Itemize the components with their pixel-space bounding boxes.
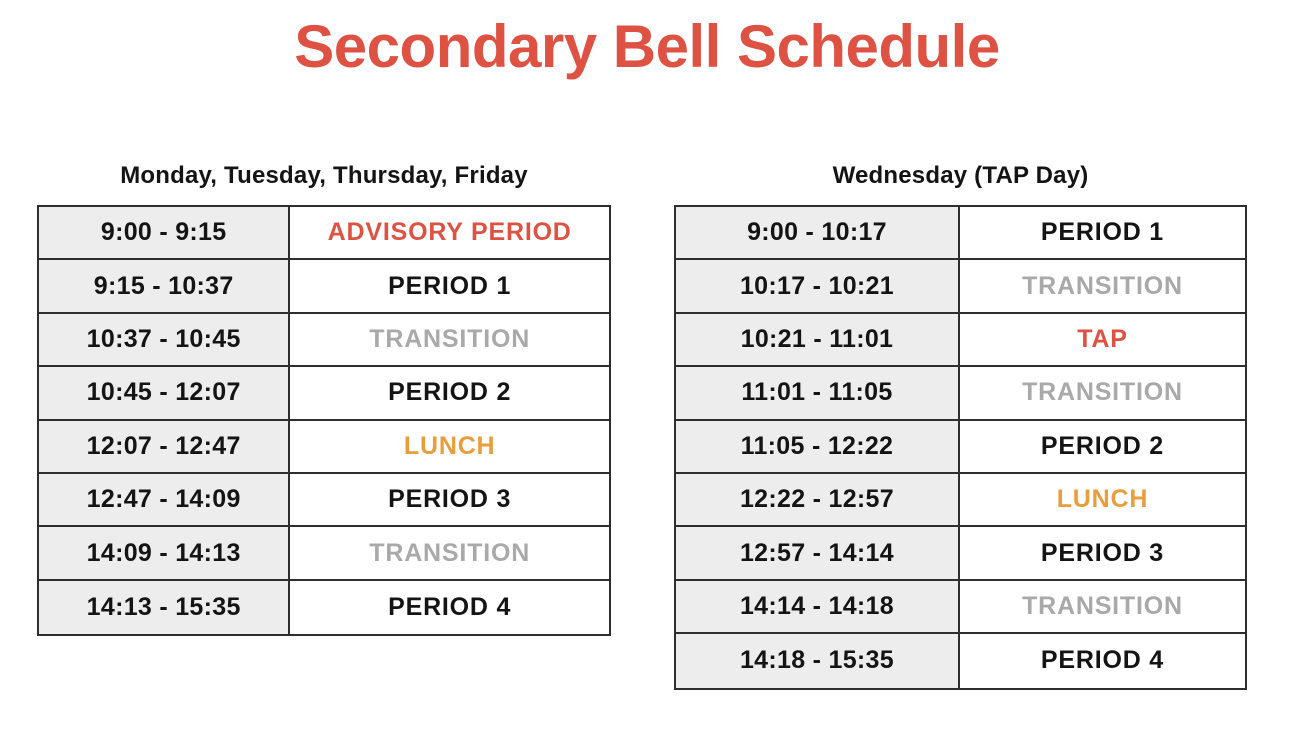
time-range-cell: 11:01 - 11:05 <box>676 367 960 418</box>
schedule-row <box>39 474 609 527</box>
schedule-row <box>676 581 1245 634</box>
schedule-wednesday-tap <box>674 162 1247 690</box>
time-range-cell: 9:00 - 10:17 <box>676 207 960 258</box>
time-range-cell: 9:15 - 10:37 <box>39 260 290 311</box>
time-range-cell: 11:05 - 12:22 <box>676 421 960 472</box>
period-label-cell: PERIOD 1 <box>960 207 1245 258</box>
time-range-cell: 12:47 - 14:09 <box>39 474 290 525</box>
schedule-row <box>39 260 609 313</box>
schedule-regular-days <box>37 162 611 636</box>
schedule-row <box>676 421 1245 474</box>
schedule-heading-wednesday: Wednesday (TAP Day) <box>832 162 1089 189</box>
time-range-cell: 14:18 - 15:35 <box>676 634 960 687</box>
time-range-cell: 12:22 - 12:57 <box>676 474 960 525</box>
schedule-row <box>39 367 609 420</box>
period-label-cell: PERIOD 3 <box>290 474 609 525</box>
time-range-cell: 10:37 - 10:45 <box>39 314 290 365</box>
period-label-cell: TRANSITION <box>960 260 1245 311</box>
time-range-cell: 14:13 - 15:35 <box>39 581 290 634</box>
period-label-cell: TRANSITION <box>960 581 1245 632</box>
schedule-row <box>39 207 609 260</box>
schedule-row <box>39 421 609 474</box>
period-label-cell: ADVISORY PERIOD <box>290 207 609 258</box>
period-label-cell: LUNCH <box>960 474 1245 525</box>
schedule-row <box>676 634 1245 687</box>
period-label-cell: PERIOD 1 <box>290 260 609 311</box>
time-range-cell: 10:17 - 10:21 <box>676 260 960 311</box>
period-label-cell: TRANSITION <box>290 314 609 365</box>
schedule-row <box>676 474 1245 527</box>
period-label-cell: TRANSITION <box>290 527 609 578</box>
period-label-cell: LUNCH <box>290 421 609 472</box>
period-label-cell: TRANSITION <box>960 367 1245 418</box>
time-range-cell: 14:14 - 14:18 <box>676 581 960 632</box>
schedule-row <box>676 527 1245 580</box>
time-range-cell: 14:09 - 14:13 <box>39 527 290 578</box>
page-title: Secondary Bell Schedule <box>294 13 1000 80</box>
time-range-cell: 10:45 - 12:07 <box>39 367 290 418</box>
period-label-cell: PERIOD 3 <box>960 527 1245 578</box>
schedule-row <box>676 367 1245 420</box>
schedule-heading-regular: Monday, Tuesday, Thursday, Friday <box>120 162 528 189</box>
schedule-row <box>39 581 609 634</box>
schedule-row <box>39 527 609 580</box>
time-range-cell: 12:07 - 12:47 <box>39 421 290 472</box>
schedule-table-regular <box>37 205 611 636</box>
schedule-row <box>676 207 1245 260</box>
period-label-cell: PERIOD 2 <box>290 367 609 418</box>
schedule-row <box>676 260 1245 313</box>
time-range-cell: 12:57 - 14:14 <box>676 527 960 578</box>
schedule-row <box>676 314 1245 367</box>
time-range-cell: 10:21 - 11:01 <box>676 314 960 365</box>
period-label-cell: PERIOD 4 <box>290 581 609 634</box>
schedule-row <box>39 314 609 367</box>
time-range-cell: 9:00 - 9:15 <box>39 207 290 258</box>
period-label-cell: PERIOD 4 <box>960 634 1245 687</box>
period-label-cell: PERIOD 2 <box>960 421 1245 472</box>
period-label-cell: TAP <box>960 314 1245 365</box>
schedule-table-wednesday <box>674 205 1247 690</box>
